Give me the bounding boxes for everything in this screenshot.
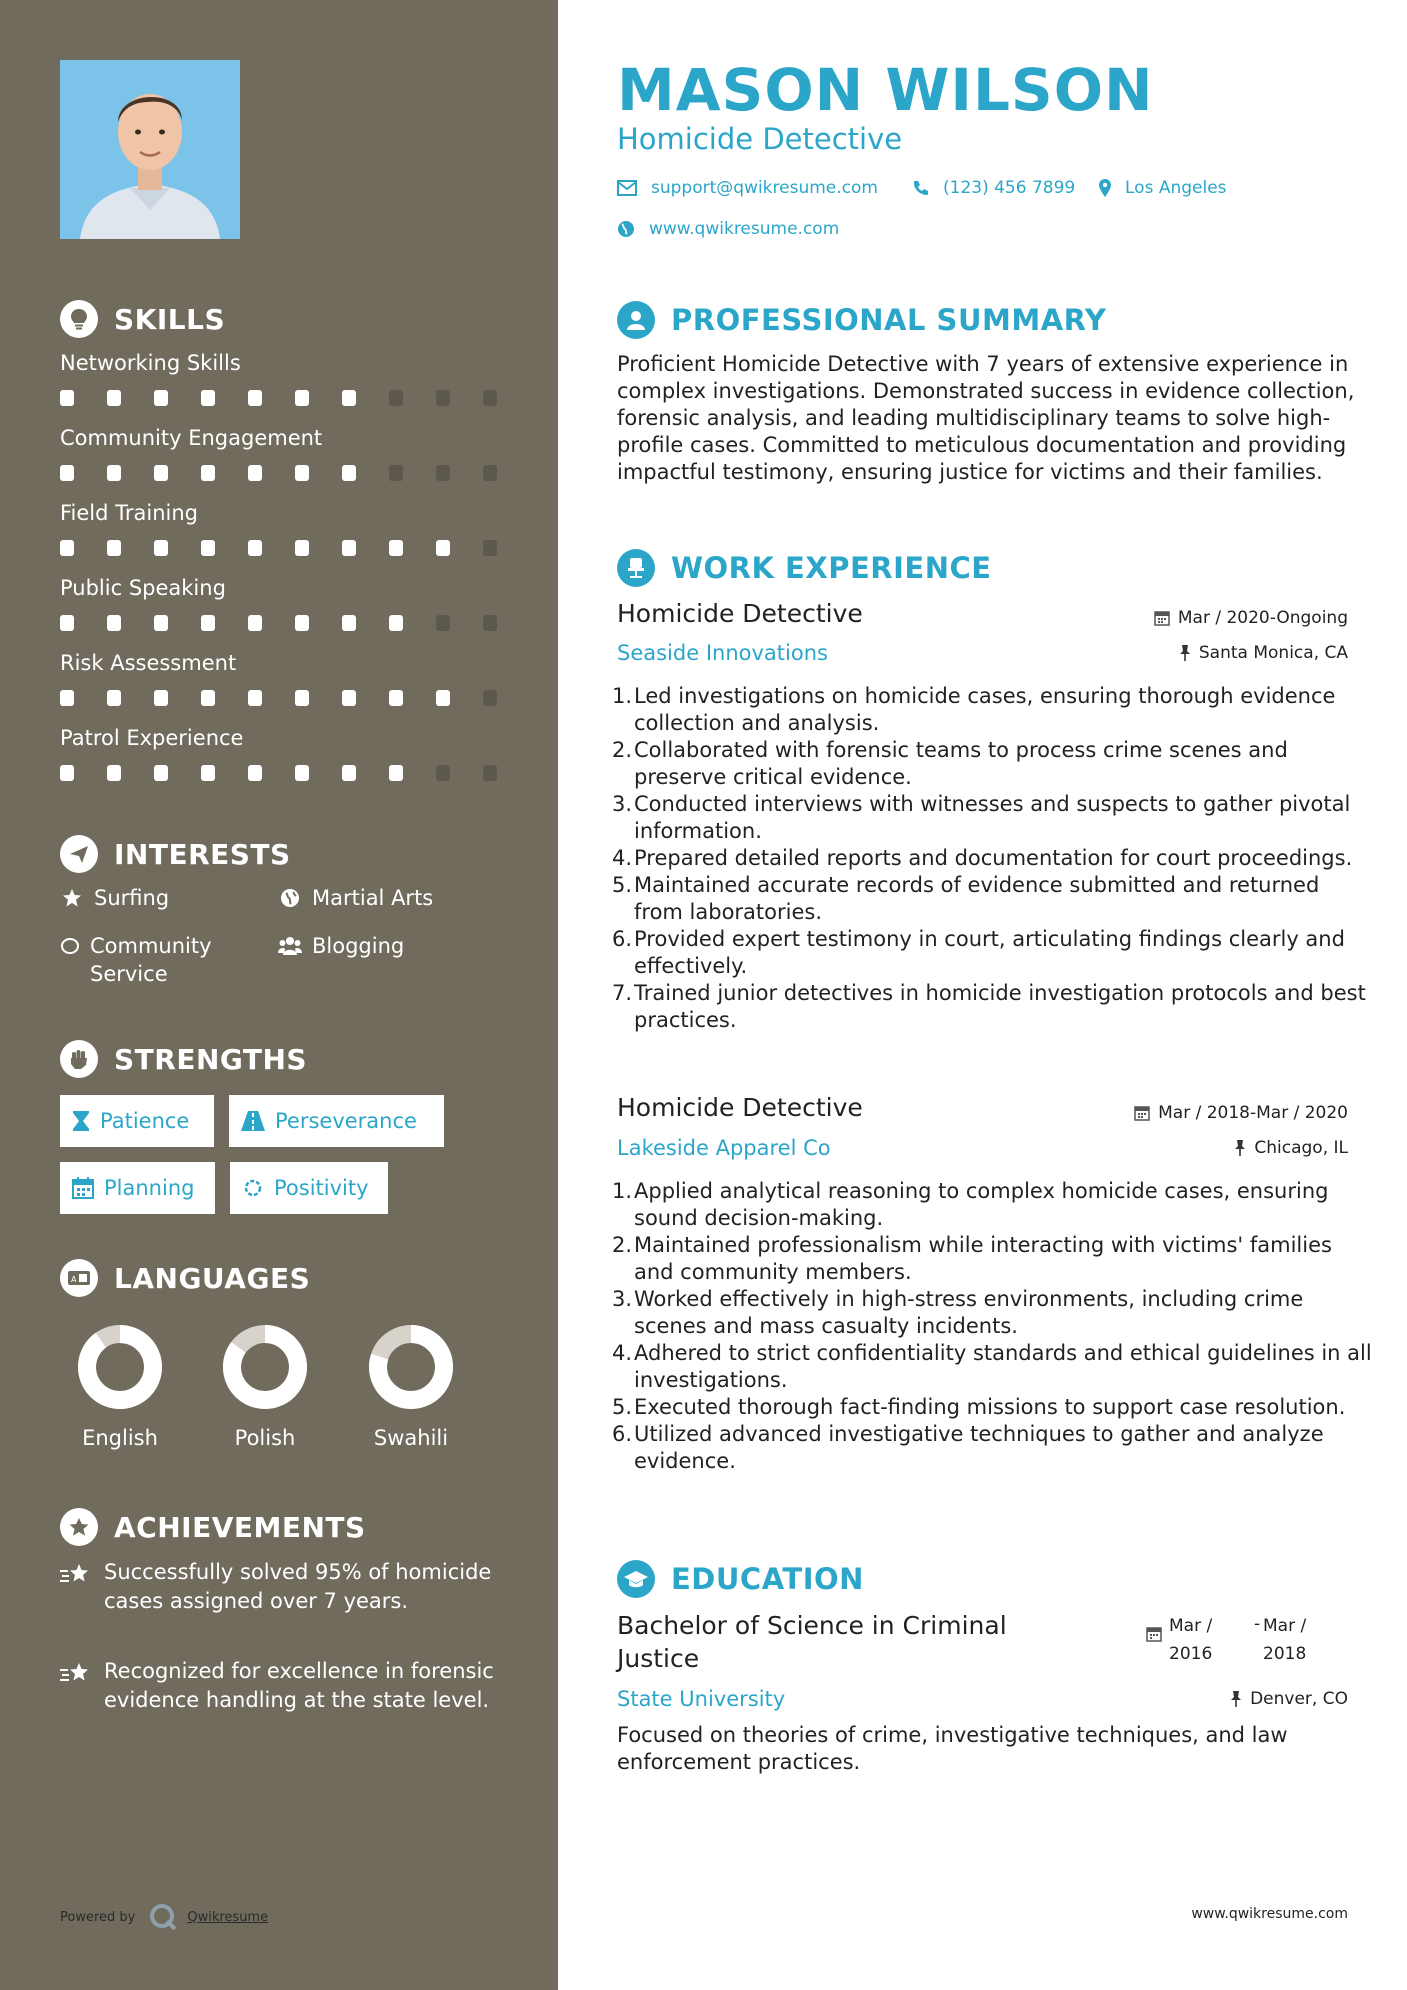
envelope-icon — [617, 180, 637, 196]
rating-dot-empty — [436, 765, 450, 781]
responsibility-item — [612, 926, 1372, 980]
item-number: 2. — [612, 738, 633, 762]
item-text: Maintained professionalism while interacting with victims' families and community members. — [634, 1233, 1332, 1284]
rating-dot-filled — [107, 615, 121, 631]
achievement-item — [60, 1558, 500, 1616]
item-number: 6. — [612, 1422, 633, 1446]
responsibility-item — [612, 1394, 1372, 1421]
contact-phone[interactable] — [913, 178, 1075, 198]
language-name: English — [82, 1426, 158, 1450]
rating-dot-filled — [295, 615, 309, 631]
degree-title: Bachelor of Science in Criminal Justice — [617, 1611, 1007, 1673]
qwikresume-link[interactable]: Qwikresume — [187, 1909, 269, 1925]
job-location — [1234, 1138, 1348, 1158]
rating-dot-filled — [295, 540, 309, 556]
item-text: Led investigations on homicide cases, ensuring thorough evidence collection and analysis. — [634, 684, 1336, 735]
strength-label: Positivity — [274, 1176, 369, 1200]
item-number: 7. — [612, 981, 633, 1005]
company-name: Lakeside Apparel Co — [617, 1136, 831, 1160]
rating-dot-filled — [201, 540, 215, 556]
rating-dot-filled — [389, 690, 403, 706]
rating-dot-filled — [107, 465, 121, 481]
item-number: 5. — [612, 873, 633, 897]
contact-email[interactable] — [617, 178, 878, 198]
language-proficiency-ring — [75, 1322, 165, 1412]
rating-dot-filled — [295, 690, 309, 706]
summary-title: PROFESSIONAL SUMMARY — [671, 303, 1107, 337]
rating-dot-empty — [483, 390, 497, 406]
item-text: Applied analytical reasoning to complex homicide cases, ensuring sound decision-making. — [634, 1179, 1329, 1230]
job-dates-text: Mar / 2020-Ongoing — [1177, 608, 1348, 628]
rating-dot-filled — [201, 765, 215, 781]
contact-location — [1099, 178, 1227, 198]
rating-dot-filled — [201, 690, 215, 706]
job-dates — [1134, 1103, 1348, 1123]
rating-dot-filled — [342, 465, 356, 481]
rating-dot-filled — [295, 765, 309, 781]
job-title: Homicide Detective — [617, 1093, 863, 1122]
calendar-icon — [1154, 610, 1170, 626]
interest-label: Surfing — [94, 886, 170, 910]
skill-name: Field Training — [60, 501, 199, 525]
rating-dot-filled — [107, 690, 121, 706]
graduation-cap-icon — [617, 1560, 655, 1598]
website-text[interactable]: www.qwikresume.com — [649, 219, 840, 239]
item-number: 3. — [612, 1287, 633, 1311]
item-text: Conducted interviews with witnesses and suspects to gather pivotal information. — [634, 792, 1351, 843]
skill-name: Risk Assessment — [60, 651, 237, 675]
date-separator: - — [1254, 1614, 1261, 1634]
rating-dot-filled — [154, 390, 168, 406]
item-text: Worked effectively in high-stress environments, including crime scenes and mass casualty incidents. — [634, 1287, 1304, 1338]
rating-dot-filled — [60, 390, 74, 406]
candidate-role: Homicide Detective — [617, 122, 903, 156]
education-end: Mar / 2018 — [1263, 1616, 1307, 1664]
rating-dot-empty — [483, 540, 497, 556]
pushpin-icon — [1230, 1691, 1242, 1707]
qwikresume-logo-icon — [149, 1903, 177, 1931]
language-name: Swahili — [373, 1426, 449, 1450]
powered-by — [60, 1903, 268, 1931]
item-text: Adhered to strict confidentiality standards and ethical guidelines in all investigations. — [634, 1341, 1372, 1392]
item-text: Prepared detailed reports and documentation for court proceedings. — [634, 846, 1353, 870]
email-text[interactable]: support@qwikresume.com — [651, 178, 878, 198]
rating-dot-filled — [248, 765, 262, 781]
skill-rating — [60, 540, 530, 556]
strength-label: Planning — [104, 1176, 195, 1200]
calendar-icon — [72, 1177, 94, 1199]
user-icon — [617, 301, 655, 339]
language-item — [356, 1322, 466, 1450]
rating-dot-filled — [342, 690, 356, 706]
rating-dot-filled — [154, 540, 168, 556]
school-name: State University — [617, 1687, 786, 1711]
responsibility-item — [612, 845, 1372, 872]
rating-dot-filled — [201, 390, 215, 406]
company-name: Seaside Innovations — [617, 641, 828, 665]
rating-dot-filled — [60, 765, 74, 781]
profile-photo — [60, 60, 240, 239]
rating-dot-empty — [483, 615, 497, 631]
powered-by-label: Powered by — [60, 1909, 136, 1925]
fist-icon — [60, 1040, 98, 1078]
responsibility-item — [612, 1421, 1372, 1475]
interest-label: Community Service — [90, 934, 212, 986]
education-header — [617, 1560, 864, 1598]
job-responsibilities — [612, 683, 1372, 1034]
rating-dot-filled — [389, 765, 403, 781]
skill-name: Networking Skills — [60, 351, 241, 375]
contact-website[interactable] — [617, 219, 839, 239]
rating-dot-filled — [342, 615, 356, 631]
strength-badge — [230, 1162, 388, 1214]
language-item — [65, 1322, 175, 1450]
education-start: Mar / 2016 — [1169, 1616, 1213, 1664]
job-location — [1179, 643, 1348, 663]
hourglass-icon — [72, 1110, 90, 1132]
rating-dot-filled — [436, 690, 450, 706]
ring-fill — [87, 1334, 153, 1400]
summary-header — [617, 301, 1106, 339]
rating-dot-filled — [342, 390, 356, 406]
skill-name: Public Speaking — [60, 576, 226, 600]
education-location — [1230, 1689, 1348, 1709]
rating-dot-filled — [154, 690, 168, 706]
pushpin-icon — [1179, 645, 1191, 661]
rating-dot-filled — [60, 540, 74, 556]
language-item — [210, 1322, 320, 1450]
experience-header — [617, 549, 992, 587]
rating-dot-empty — [483, 765, 497, 781]
interests-header — [60, 835, 291, 873]
strength-label: Patience — [100, 1109, 190, 1133]
interest-item — [278, 884, 433, 912]
language-name: Polish — [234, 1426, 296, 1450]
item-number: 4. — [612, 846, 633, 870]
sun-icon — [242, 1177, 264, 1199]
lightbulb-icon — [60, 300, 98, 338]
strength-badge — [60, 1162, 215, 1214]
rating-dot-filled — [248, 390, 262, 406]
star-badge-icon — [60, 1508, 98, 1546]
star-icon — [60, 884, 84, 908]
strength-badge — [60, 1095, 214, 1147]
achievement-text: Successfully solved 95% of homicide cases assigned over 7 years. — [104, 1560, 492, 1613]
strengths-header — [60, 1040, 307, 1078]
road-icon — [241, 1111, 265, 1131]
shooting-star-icon — [60, 1657, 92, 1691]
skill-rating — [60, 390, 530, 406]
skill-rating — [60, 465, 530, 481]
chair-icon — [617, 549, 655, 587]
rating-dot-filled — [154, 765, 168, 781]
rating-dot-filled — [60, 465, 74, 481]
rating-dot-filled — [201, 615, 215, 631]
item-text: Maintained accurate records of evidence submitted and returned from laboratories. — [634, 873, 1320, 924]
rating-dot-filled — [436, 540, 450, 556]
calendar-icon — [1146, 1626, 1162, 1646]
responsibility-item — [612, 872, 1372, 926]
pushpin-icon — [1234, 1140, 1246, 1156]
responsibility-item — [612, 683, 1372, 737]
summary-text: Proficient Homicide Detective with 7 years of extensive experience in complex investigations. Demonstrated success in evidence collection, forensic analysis, and leading multidisciplinary teams to solve high-profile cases. Committed to meticulous documentation and providing impactful testimony, ensuring justice for victims and their families. — [617, 352, 1355, 484]
interest-item — [278, 932, 404, 960]
map-pin-icon — [1099, 179, 1111, 197]
rating-dot-empty — [436, 615, 450, 631]
experience-title: WORK EXPERIENCE — [671, 551, 992, 585]
item-text: Trained junior detectives in homicide investigation protocols and best practices. — [634, 981, 1366, 1032]
skill-rating — [60, 690, 530, 706]
education-description: Focused on theories of crime, investigative techniques, and law enforcement practices. — [617, 1723, 1288, 1774]
item-number: 1. — [612, 684, 633, 708]
responsibility-item — [612, 791, 1372, 845]
education-location-text: Denver, CO — [1250, 1689, 1348, 1709]
languages-header — [60, 1259, 310, 1297]
responsibility-item — [612, 1286, 1372, 1340]
achievement-item — [60, 1657, 500, 1715]
achievement-text: Recognized for excellence in forensic evidence handling at the state level. — [104, 1659, 494, 1712]
globe-icon — [278, 884, 302, 908]
rating-dot-filled — [342, 540, 356, 556]
main-content — [558, 0, 1407, 1990]
interests-title: INTERESTS — [114, 837, 291, 871]
svg-text:A: A — [71, 1275, 77, 1284]
rating-dot-filled — [389, 615, 403, 631]
sidebar — [0, 0, 558, 1990]
languages-title: LANGUAGES — [114, 1261, 311, 1295]
rating-dot-filled — [154, 465, 168, 481]
paper-plane-icon — [60, 835, 98, 873]
users-icon — [278, 932, 302, 956]
lemon-icon — [60, 932, 80, 956]
candidate-name: MASON WILSON — [617, 56, 1154, 124]
skills-header — [60, 300, 225, 338]
item-number: 5. — [612, 1395, 633, 1419]
interest-item — [60, 932, 260, 988]
rating-dot-filled — [389, 540, 403, 556]
item-number: 6. — [612, 927, 633, 951]
rating-dot-empty — [389, 390, 403, 406]
shooting-star-icon — [60, 1558, 92, 1592]
language-proficiency-ring — [366, 1322, 456, 1412]
responsibility-item — [612, 1232, 1372, 1286]
skill-rating — [60, 615, 530, 631]
phone-text[interactable]: (123) 456 7899 — [943, 178, 1076, 198]
rating-dot-filled — [107, 390, 121, 406]
responsibility-item — [612, 1178, 1372, 1232]
interest-item — [60, 884, 169, 912]
skill-rating — [60, 765, 530, 781]
rating-dot-filled — [107, 540, 121, 556]
interest-label: Blogging — [312, 934, 405, 958]
rating-dot-filled — [60, 615, 74, 631]
education-title: EDUCATION — [671, 1562, 864, 1596]
rating-dot-filled — [107, 765, 121, 781]
rating-dot-empty — [389, 465, 403, 481]
rating-dot-empty — [436, 390, 450, 406]
rating-dot-filled — [201, 465, 215, 481]
rating-dot-filled — [342, 765, 356, 781]
phone-icon — [913, 180, 929, 196]
calendar-icon — [1134, 1105, 1150, 1121]
rating-dot-filled — [248, 690, 262, 706]
item-text: Utilized advanced investigative techniques to gather and analyze evidence. — [634, 1422, 1324, 1473]
job-dates-text: Mar / 2018-Mar / 2020 — [1158, 1103, 1348, 1123]
strength-badge — [229, 1095, 444, 1147]
strength-label: Perseverance — [275, 1109, 417, 1133]
achievements-header — [60, 1508, 366, 1546]
responsibility-item — [612, 980, 1372, 1034]
rating-dot-filled — [248, 465, 262, 481]
item-text: Executed thorough fact-finding missions to support case resolution. — [634, 1395, 1346, 1419]
job-responsibilities — [612, 1178, 1372, 1475]
rating-dot-filled — [248, 540, 262, 556]
language-proficiency-ring — [220, 1322, 310, 1412]
rating-dot-empty — [436, 465, 450, 481]
item-number: 3. — [612, 792, 633, 816]
responsibility-item — [612, 737, 1372, 791]
language-icon — [60, 1259, 98, 1297]
skill-name: Community Engagement — [60, 426, 323, 450]
interest-label: Martial Arts — [312, 886, 434, 910]
rating-dot-empty — [483, 690, 497, 706]
item-text: Collaborated with forensic teams to process crime scenes and preserve critical evidence. — [634, 738, 1288, 789]
responsibility-item — [612, 1340, 1372, 1394]
item-text: Provided expert testimony in court, articulating findings clearly and effectively. — [634, 927, 1345, 978]
item-number: 1. — [612, 1179, 633, 1203]
job-title: Homicide Detective — [617, 599, 863, 628]
footer-website[interactable]: www.qwikresume.com — [1191, 1906, 1348, 1922]
rating-dot-empty — [483, 465, 497, 481]
strengths-title: STRENGTHS — [114, 1042, 308, 1076]
rating-dot-filled — [154, 615, 168, 631]
rating-dot-filled — [295, 465, 309, 481]
rating-dot-filled — [248, 615, 262, 631]
rating-dot-filled — [60, 690, 74, 706]
item-number: 2. — [612, 1233, 633, 1257]
item-number: 4. — [612, 1341, 633, 1365]
rating-dot-filled — [295, 390, 309, 406]
skill-name: Patrol Experience — [60, 726, 244, 750]
job-dates — [1154, 608, 1348, 628]
skills-title: SKILLS — [114, 302, 226, 336]
location-text: Los Angeles — [1125, 178, 1227, 198]
achievements-title: ACHIEVEMENTS — [114, 1510, 366, 1544]
globe-icon — [617, 220, 635, 238]
job-location-text: Chicago, IL — [1254, 1138, 1348, 1158]
job-location-text: Santa Monica, CA — [1198, 643, 1348, 663]
